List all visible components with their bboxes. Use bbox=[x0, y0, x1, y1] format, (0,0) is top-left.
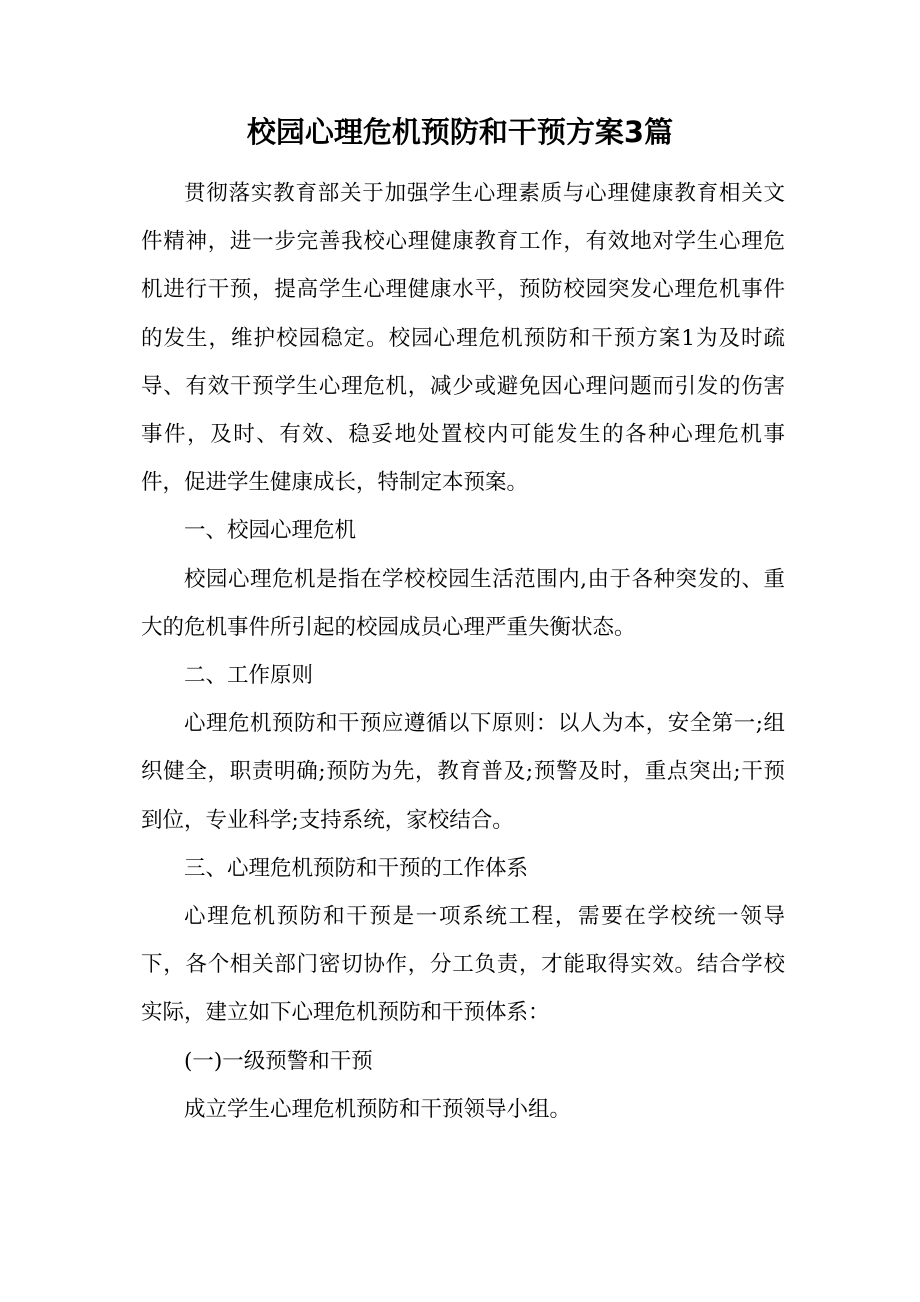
document-title: 校园心理危机预防和干预方案3篇 bbox=[246, 115, 674, 149]
section-heading-3: 三、心理危机预防和干预的工作体系 bbox=[184, 855, 529, 881]
document-body bbox=[141, 170, 785, 1134]
section-1-paragraph: 校园心理危机是指在学校校园生活范围内,由于各种突发的、重大的危机事件所引起的校园成员心理严重失衡状态。 bbox=[141, 566, 785, 640]
subsection-1-paragraph: 成立学生心理危机预防和干预领导小组。 bbox=[184, 1096, 572, 1122]
subsection-heading-1: (一)一级预警和干预 bbox=[184, 1048, 373, 1074]
section-2-paragraph: 心理危机预防和干预应遵循以下原则：以人为本，安全第一;组织健全，职责明确;预防为先，教育普及;预警及时，重点突出;干预到位，专业科学;支持系统，家校结合。 bbox=[141, 711, 785, 833]
section-3-paragraph: 心理危机预防和干预是一项系统工程，需要在学校统一领导下，各个相关部门密切协作，分工负责，才能取得实效。结合学校实际，建立如下心理危机预防和干预体系： bbox=[141, 904, 785, 1026]
section-heading-1: 一、校园心理危机 bbox=[184, 518, 357, 544]
intro-paragraph: 贯彻落实教育部关于加强学生心理素质与心理健康教育相关文件精神，进一步完善我校心理健康教育工作，有效地对学生心理危机进行干预，提高学生心理健康水平，预防校园突发心理危机事件的发生，维护校园稳定。校园心理危机预防和干预方案1为及时疏导、有效干预学生心理危机，减少或避免因心理问题而引发的伤害事件，及时、有效、稳妥地处置校内可能发生的各种心理危机事件，促进学生健康成长，特制定本预案。 bbox=[141, 181, 785, 496]
section-heading-2: 二、工作原则 bbox=[184, 663, 314, 689]
